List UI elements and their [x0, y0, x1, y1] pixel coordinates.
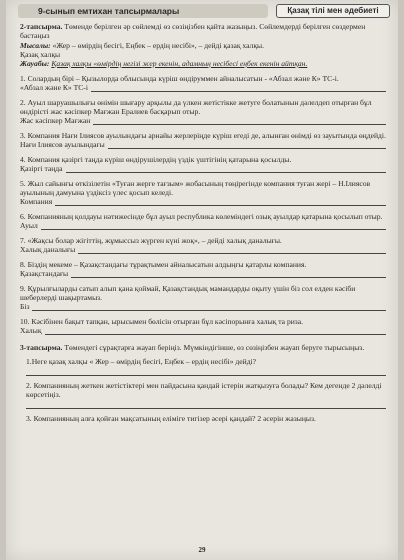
- item-sentence: 2. Ауыл шаруашылығы өнімін шығару арқылы да үлкен жетістікке жетуге болатынын дәлелдеп отырған бұл өндірісті жас кәсіпкер Мағжан Ералиев басқарып отыр.: [20, 98, 372, 116]
- item-start: Компания: [20, 197, 53, 206]
- question-item: [20, 414, 386, 423]
- item-sentence: 1. Солардың бірі – Қызылорда облысында күріш өндіруммен айналысатын - «Абзал және К» ТС-і.: [20, 74, 339, 83]
- example-text: «Жер – өмірдің бесігі, Еңбек – ердің несібі», – дейді қазақ халқы.: [52, 41, 265, 50]
- list-item: [20, 179, 386, 206]
- item-start: «Абзал және К» ТС-і: [20, 83, 88, 92]
- list-item: [20, 131, 386, 149]
- task2-label: 2-тапсырма.: [20, 22, 63, 31]
- header-subject: Қазақ тілі мен әдебиеті: [276, 4, 390, 18]
- answer-line[interactable]: [26, 366, 386, 376]
- item-start: Қазақстандағы: [20, 269, 69, 278]
- item-sentence: 3. Компания Нағи Ілиясов ауылындағы арнайы жерлеріңде күріш егеді де, алынған өнімді өз зауытында өңдейді.: [20, 131, 386, 140]
- list-item: [20, 317, 386, 335]
- example-answer: [20, 59, 386, 68]
- page-content: [20, 22, 386, 423]
- item-start: Халық: [20, 326, 42, 335]
- task3-label: 3-тапсырма.: [20, 343, 63, 352]
- example-label: Мысалы:: [20, 41, 51, 50]
- task2-instruction: Төменде берілген әр сөйлемді өз сөзіңізбен қайта жазыңыз. Сөйлемдерді берілген сөздермен бастаңыз: [20, 22, 366, 40]
- question-text: 2. Компанияның жеткен жетістіктері мен пайдасына қандай істерін жатқызуға болады? Кем дегенде 2 дәлелді көрсетіңіз.: [26, 381, 382, 399]
- task3-heading: [20, 343, 386, 352]
- exam-page: [6, 0, 398, 560]
- answer-text: Қазақ халқы «өмірдің негізі жер екенін, адамның несібесі еңбек екенін айтқан.: [51, 59, 308, 68]
- item-start: Нағи Ілиясов ауылындағы: [20, 140, 105, 149]
- item-sentence: 6. Компанияның қолдауы нәтижесінде бұл ауыл республика көлеміндегі озық ауылдар қатарына қосылып отыр.: [20, 212, 383, 221]
- page-header: [18, 4, 390, 18]
- item-sentence: 7. «Жақсы болар жігіттің, жұмыссыз жүрген күні жоқ», – дейді халық даналығы.: [20, 236, 282, 245]
- item-sentence: 9. Құрылғыларды сатып алып қана қоймай, Қазақстандық мамандарды оқыту үшін біз сол елден кәсіби шеберлерді шақыртамыз.: [20, 284, 356, 302]
- item-sentence: 8. Біздің мекеме – Қазақстандағы тұрақтымен айналысатын алдыңғы қатарлы компания.: [20, 260, 307, 269]
- question-item: [20, 357, 386, 376]
- question-text: 1.Неге қазақ халқы « Жер – өмірдің бесігі, Еңбек – ердің несібі» дейді?: [26, 357, 257, 366]
- item-start: Ауыл: [20, 221, 38, 230]
- answer-line[interactable]: [71, 270, 386, 278]
- item-sentence: 5. Жыл сайынғы өткізілетін «Туған жерге тағзым» жобасының төңірегінде компания туған жері – Н.Ілиясов ауылының дамуына үздіксіз үлес қосып келеді.: [20, 179, 371, 197]
- answer-line[interactable]: [41, 222, 386, 230]
- answer-label: Жауабы:: [20, 59, 50, 68]
- item-start: Біз: [20, 302, 30, 311]
- item-sentence: 4. Компания қазіргі таңда күріш өндірушілердің үздік үштігінің қатарына қосылды.: [20, 155, 292, 164]
- task2-items: [20, 74, 386, 335]
- item-sentence: 10. Кәсібінен бақыт тапқан, ырысымен бөлісін отырған бұл кәсіпорынға халық та риза.: [20, 317, 304, 326]
- answer-line[interactable]: [93, 117, 386, 125]
- answer-line[interactable]: [32, 303, 386, 311]
- list-item: [20, 260, 386, 278]
- list-item: [20, 284, 386, 311]
- question-item: [20, 381, 386, 409]
- task2-heading: [20, 22, 386, 40]
- item-start: Қазіргі таңда: [20, 164, 63, 173]
- answer-line[interactable]: [66, 165, 386, 173]
- list-item: [20, 155, 386, 173]
- list-item: [20, 74, 386, 92]
- list-item: [20, 236, 386, 254]
- task3-instruction: Төмендегі сұрақтарға жауап беріңіз. Мүмкіндігінше, өз сөзіңізбен жауап беруге тырысыңыз.: [64, 343, 365, 352]
- item-start: Жас кәсіпкер Мағжан: [20, 116, 91, 125]
- question-text: 3. Компанияның алға қойған мақсатының еліміге тигізер әсері қандай? 2 әсерін жазыңыз.: [26, 414, 316, 423]
- header-exam-title: 9-сынып емтихан тапсырмалары: [18, 4, 268, 18]
- answer-line[interactable]: [91, 84, 386, 92]
- answer-line[interactable]: [55, 198, 386, 206]
- answer-line[interactable]: [78, 246, 386, 254]
- list-item: [20, 98, 386, 125]
- item-start: Халық даналығы: [20, 245, 76, 254]
- page-number: 29: [198, 546, 206, 554]
- answer-line[interactable]: [26, 399, 386, 409]
- list-item: [20, 212, 386, 230]
- answer-line[interactable]: [108, 141, 386, 149]
- answer-line[interactable]: [45, 327, 386, 335]
- example-start: Қазақ халқы: [20, 50, 61, 59]
- task2-example: [20, 41, 386, 50]
- task3-section: [20, 343, 386, 423]
